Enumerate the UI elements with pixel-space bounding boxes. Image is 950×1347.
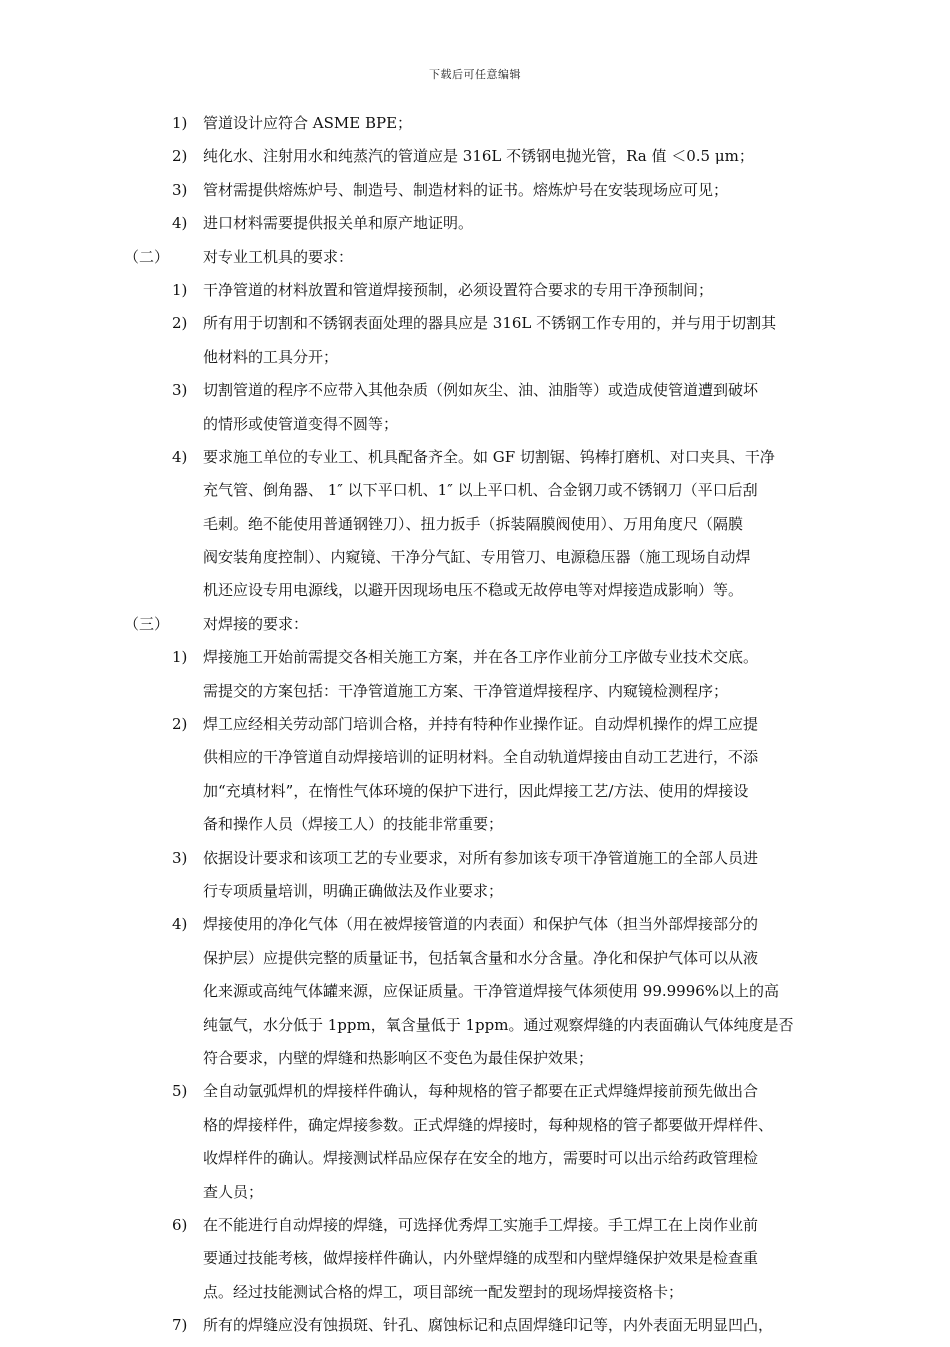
list-item-line xyxy=(0,913,950,946)
paragraph-text: 纯氩气，水分低于 1ppm，氧含量低于 1ppm。通过观察焊缝的内表面确认气体纯度是否 xyxy=(203,1015,794,1034)
continuation-line xyxy=(0,579,950,612)
continuation-line xyxy=(0,1047,950,1080)
item-number: 4) xyxy=(172,447,188,466)
item-number: 3) xyxy=(172,848,188,867)
item-number: 4) xyxy=(172,214,188,233)
paragraph-text: 格的焊接样件，确定焊接参数。正式焊缝的焊接时，每种规格的管子都要做开焊样件、 xyxy=(203,1115,774,1134)
paragraph-text: 要求施工单位的专业工、机具配备齐全。如 GF 切割锯、钨棒打磨机、对口夹具、干净 xyxy=(203,447,775,466)
list-item-line xyxy=(0,212,950,245)
document-body xyxy=(0,112,950,1347)
section-heading-line xyxy=(0,613,950,646)
paragraph-text: 管道设计应符合 ASME BPE； xyxy=(203,114,413,132)
continuation-line xyxy=(0,780,950,813)
continuation-line xyxy=(0,479,950,512)
paragraph-text: 切割管道的程序不应带入其他杂质（例如灰尘、油、油脂等）或造成使管道遭到破坏 xyxy=(203,381,759,400)
paragraph-text: 收焊样件的确认。焊接测试样品应保存在安全的地方，需要时可以出示给药政管理检 xyxy=(203,1149,759,1168)
list-item-line xyxy=(0,312,950,345)
paragraph-text: 焊接施工开始前需提交各相关施工方案，并在各工序作业前分工序做专业技术交底。 xyxy=(203,648,759,667)
list-item-line xyxy=(0,145,950,178)
paragraph-text: 化来源或高纯气体罐来源，应保证质量。干净管道焊接气体须使用 99.9996%以上的高 xyxy=(203,982,780,1001)
continuation-line xyxy=(0,1014,950,1047)
item-number: 7) xyxy=(172,1316,188,1335)
item-number: 5) xyxy=(172,1082,188,1101)
continuation-line xyxy=(0,680,950,713)
paragraph-text: 干净管道的材料放置和管道焊接预制，必须设置符合要求的专用干净预制间； xyxy=(203,280,714,299)
section-number: （二） xyxy=(124,247,170,266)
item-number: 2) xyxy=(172,715,188,734)
continuation-line xyxy=(0,813,950,846)
section-number: （三） xyxy=(124,614,170,633)
paragraph-text: 的情形或使管道变得不圆等； xyxy=(203,414,399,433)
paragraph-text: 依据设计要求和该项工艺的专业要求，对所有参加该专项干净管道施工的全部人员进 xyxy=(203,848,759,867)
item-number: 1) xyxy=(172,280,188,299)
continuation-line xyxy=(0,346,950,379)
paragraph-text: 全自动氩弧焊机的焊接样件确认，每种规格的管子都要在正式焊缝焊接前预先做出合 xyxy=(203,1082,759,1101)
continuation-line xyxy=(0,413,950,446)
continuation-line xyxy=(0,546,950,579)
paragraph-text: 焊接使用的净化气体（用在被焊接管道的内表面）和保护气体（担当外部焊接部分的 xyxy=(203,915,759,934)
list-item-line xyxy=(0,1214,950,1247)
paragraph-text: 焊工应经相关劳动部门培训合格，并持有特种作业操作证。自动焊机操作的焊工应提 xyxy=(203,715,759,734)
item-number: 4) xyxy=(172,915,188,934)
paragraph-text: 需提交的方案包括：干净管道施工方案、干净管道焊接程序、内窥镜检测程序； xyxy=(203,681,729,700)
paragraph-text: 毛刺。绝不能使用普通钢锉刀）、扭力扳手（拆装隔膜阀使用）、万用角度尺（隔膜 xyxy=(203,514,744,533)
paragraph-text: 加“充填材料”，在惰性气体环境的保护下进行，因此焊接工艺/方法、使用的焊接设 xyxy=(203,781,749,800)
item-number: 1) xyxy=(172,114,188,132)
paragraph-text: 符合要求，内壁的焊缝和热影响区不变色为最佳保护效果； xyxy=(203,1048,594,1067)
paragraph-text: 要通过技能考核，做焊接样件确认，内外壁焊缝的成型和内壁焊缝保护效果是检查重 xyxy=(203,1249,759,1268)
continuation-line xyxy=(0,947,950,980)
continuation-line xyxy=(0,746,950,779)
paragraph-text: 在不能进行自动焊接的焊缝，可选择优秀焊工实施手工焊接。手工焊工在上岗作业前 xyxy=(203,1215,759,1234)
continuation-line xyxy=(0,1281,950,1314)
list-item-line xyxy=(0,1314,950,1347)
paragraph-text: 进口材料需要提供报关单和原产地证明。 xyxy=(203,214,474,233)
continuation-line xyxy=(0,1181,950,1214)
continuation-line xyxy=(0,1247,950,1280)
paragraph-text: 阀安装角度控制）、内窥镜、干净分气缸、专用管刀、电源稳压器（施工现场自动焊 xyxy=(203,548,751,567)
paragraph-text: 机还应设专用电源线，以避开因现场电压不稳或无故停电等对焊接造成影响）等。 xyxy=(203,581,744,600)
paragraph-text: 纯化水、注射用水和纯蒸汽的管道应是 316L 不锈钢电抛光管，Ra 值 ＜0.5 μm； xyxy=(203,147,754,166)
paragraph-text: 点。经过技能测试合格的焊工，项目部统一配发塑封的现场焊接资格卡； xyxy=(203,1282,684,1301)
paragraph-text: 备和操作人员（焊接工人）的技能非常重要； xyxy=(203,815,504,834)
list-item-line xyxy=(0,379,950,412)
section-title: 对焊接的要求： xyxy=(203,614,309,633)
item-number: 1) xyxy=(172,648,188,667)
page-header: 下载后可任意编辑 xyxy=(429,68,521,81)
section-heading-line xyxy=(0,246,950,279)
list-item-line xyxy=(0,112,950,145)
paragraph-text: 管材需提供熔炼炉号、制造号、制造材料的证书。熔炼炉号在安装现场应可见； xyxy=(203,180,729,199)
item-number: 2) xyxy=(172,147,188,166)
list-item-line xyxy=(0,279,950,312)
paragraph-text: 供相应的干净管道自动焊接培训的证明材料。全自动轨道焊接由自动工艺进行，不添 xyxy=(203,748,759,767)
list-item-line xyxy=(0,179,950,212)
paragraph-text: 保护层）应提供完整的质量证书，包括氧含量和水分含量。净化和保护气体可以从液 xyxy=(203,948,759,967)
item-number: 2) xyxy=(172,314,188,333)
continuation-line xyxy=(0,980,950,1013)
item-number: 3) xyxy=(172,381,188,400)
continuation-line xyxy=(0,513,950,546)
paragraph-text: 他材料的工具分开； xyxy=(203,347,339,366)
paragraph-text: 充气管、倒角器、 1″ 以下平口机、1″ 以上平口机、合金钢刀或不锈钢刀（平口后刮 xyxy=(203,481,758,500)
paragraph-text: 行专项质量培训，明确正确做法及作业要求； xyxy=(203,881,504,900)
continuation-line xyxy=(0,880,950,913)
paragraph-text: 所有用于切割和不锈钢表面处理的器具应是 316L 不锈钢工作专用的，并与用于切割其 xyxy=(203,314,777,333)
item-number: 3) xyxy=(172,180,188,199)
list-item-line xyxy=(0,646,950,679)
list-item-line xyxy=(0,1080,950,1113)
item-number: 6) xyxy=(172,1215,188,1234)
list-item-line xyxy=(0,847,950,880)
list-item-line xyxy=(0,713,950,746)
continuation-line xyxy=(0,1147,950,1180)
section-title: 对专业工机具的要求： xyxy=(203,247,354,266)
paragraph-text: 所有的焊缝应没有蚀损斑、针孔、腐蚀标记和点固焊缝印记等，内外表面无明显凹凸， xyxy=(203,1316,774,1335)
continuation-line xyxy=(0,1114,950,1147)
list-item-line xyxy=(0,446,950,479)
paragraph-text: 查人员； xyxy=(203,1182,264,1201)
